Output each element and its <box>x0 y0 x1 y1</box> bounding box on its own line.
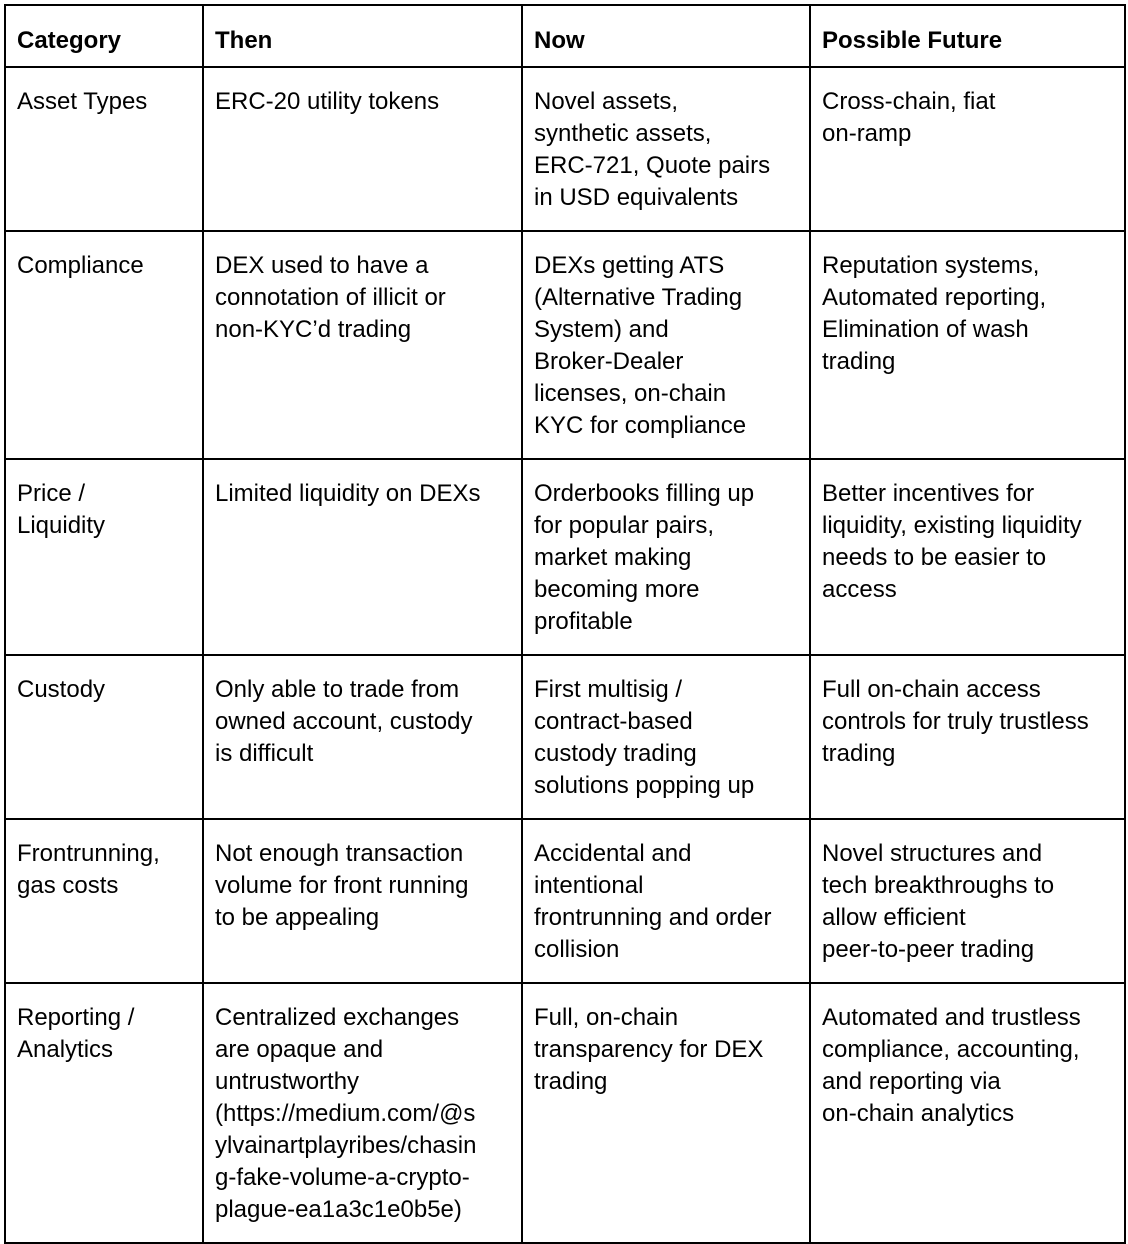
comparison-table-container <box>4 4 1126 1244</box>
category-text: Price / Liquidity <box>17 480 106 539</box>
category-cell <box>5 655 203 819</box>
future-cell <box>810 819 1125 983</box>
then-text: Centralized exchanges are opaque and untrustworthy (https://medium.com/@s ylvainartplayribes/chasin g-fake-volume-a-crypto- plague-ea1a3c1e0b5e) <box>215 1004 477 1223</box>
table-row <box>5 459 1125 655</box>
category-cell <box>5 983 203 1243</box>
category-text: Custody <box>17 676 106 703</box>
now-text: Full, on-chain transparency for DEX trading <box>534 1004 764 1095</box>
now-text: First multisig / contract-based custody trading solutions popping up <box>534 676 755 799</box>
future-cell <box>810 655 1125 819</box>
now-text: Novel assets, synthetic assets, ERC-721, Quote pairs in USD equivalents <box>534 88 771 211</box>
now-cell <box>522 459 810 655</box>
future-text: Cross-chain, fiat on-ramp <box>822 88 996 147</box>
table-row <box>5 231 1125 459</box>
future-cell <box>810 67 1125 231</box>
future-text: Automated and trustless compliance, accounting, and reporting via on-chain analytics <box>822 1004 1081 1127</box>
category-text: Asset Types <box>17 88 148 115</box>
then-cell <box>203 819 522 983</box>
then-cell <box>203 983 522 1243</box>
future-cell <box>810 459 1125 655</box>
comparison-table <box>4 4 1126 1244</box>
now-cell <box>522 655 810 819</box>
future-text: Reputation systems, Automated reporting, Elimination of wash trading <box>822 252 1047 375</box>
future-text: Novel structures and tech breakthroughs to allow efficient peer-to-peer trading <box>822 840 1055 963</box>
header-then: Then <box>203 5 522 67</box>
future-text: Full on-chain access controls for truly trustless trading <box>822 676 1089 767</box>
category-cell <box>5 459 203 655</box>
header-possible-future: Possible Future <box>810 5 1125 67</box>
category-text: Compliance <box>17 252 144 279</box>
now-text: DEXs getting ATS (Alternative Trading System) and Broker-Dealer licenses, on-chain KYC for compliance <box>534 252 747 439</box>
now-text: Accidental and intentional frontrunning and order collision <box>534 840 772 963</box>
then-cell <box>203 67 522 231</box>
now-cell <box>522 819 810 983</box>
now-cell <box>522 67 810 231</box>
header-now: Now <box>522 5 810 67</box>
table-header-row <box>5 5 1125 67</box>
category-cell <box>5 819 203 983</box>
future-cell <box>810 983 1125 1243</box>
then-text: Not enough transaction volume for front running to be appealing <box>215 840 469 931</box>
table-row <box>5 819 1125 983</box>
category-cell <box>5 231 203 459</box>
then-cell <box>203 459 522 655</box>
now-cell <box>522 231 810 459</box>
table-row <box>5 655 1125 819</box>
then-text: Only able to trade from owned account, custody is difficult <box>215 676 473 767</box>
now-cell <box>522 983 810 1243</box>
category-cell <box>5 67 203 231</box>
category-text: Reporting / Analytics <box>17 1004 135 1063</box>
then-text: ERC-20 utility tokens <box>215 88 440 115</box>
table-row <box>5 67 1125 231</box>
then-text: Limited liquidity on DEXs <box>215 480 481 507</box>
now-text: Orderbooks filling up for popular pairs, market making becoming more profitable <box>534 480 755 635</box>
future-text: Better incentives for liquidity, existing liquidity needs to be easier to access <box>822 480 1082 603</box>
then-cell <box>203 655 522 819</box>
then-cell <box>203 231 522 459</box>
category-text: Frontrunning, gas costs <box>17 840 160 899</box>
then-text: DEX used to have a connotation of illicit or non-KYC’d trading <box>215 252 446 343</box>
header-category: Category <box>5 5 203 67</box>
future-cell <box>810 231 1125 459</box>
table-row <box>5 983 1125 1243</box>
